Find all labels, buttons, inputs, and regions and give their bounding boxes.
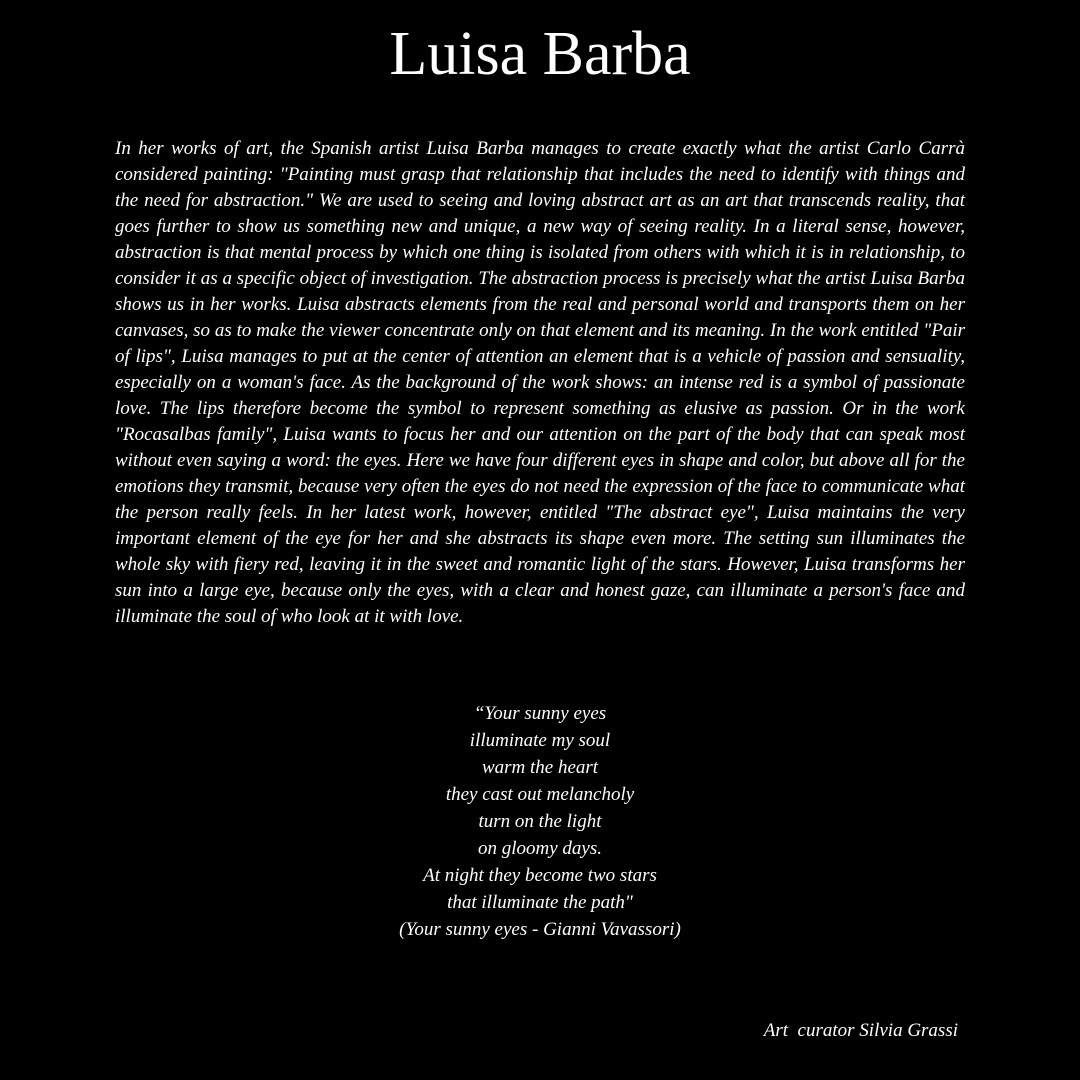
poem-line: illuminate my soul (469, 730, 611, 751)
curator-signature: Art curator Silvia Grassi (763, 1020, 958, 1041)
essay-paragraph: In her works of art, the Spanish artist Luisa Barba manages to create exactly what the artist Carlo Carrà considered painting: "Painting must grasp that relationship that includes the need to identify with things and the need for abstraction." We are used to seeing and loving abstract art as an art that transcends reality, that goes further to show us something new and unique, a new way of seeing reality. In a literal sense, however, abstraction is that mental process by which one thing is isolated from others with which it is in relationship, to consider it as a specific object of investigation. The abstraction process is precisely what the artist Luisa Barba shows us in her works. Luisa abstracts elements from the real and personal world and transports them on her canvases, so as to make the viewer concentrate only on that element and its meaning. In the work entitled "Pair of lips", Luisa manages to put at the center of attention an element that is a vehicle of passion and sensuality, especially on a woman's face. As the background of the work shows: an intense red is a symbol of passionate love. The lips therefore become the symbol to represent something as elusive as passion. Or in the work "Rocasalbas family", Luisa wants to focus her and our attention on the part of the body that can speak most without even saying a word: the eyes. Here we have four different eyes in shape and color, but above all for the emotions they transmit, because very often the eyes do not need the expression of the face to communicate what the person really feels. In her latest work, however, entitled "The abstract eye", Luisa maintains the very important element of the eye for her and she abstracts its shape even more. The setting sun illuminates the whole sky with fiery red, leaving it in the sweet and romantic light of the stars. However, Luisa transforms her sun into a large eye, because only the eyes, with a clear and honest gaze, can illuminate a person's face and illuminate the soul of who look at it with love. (115, 138, 965, 627)
poem-line: on gloomy days. (477, 838, 602, 859)
page-title: Luisa Barba (389, 20, 691, 88)
poem-attribution: (Your sunny eyes - Gianni Vavassori) (399, 919, 681, 940)
poem-line: turn on the light (478, 811, 602, 832)
poem-line: “Your sunny eyes (473, 703, 607, 724)
poem-quote (0, 700, 1080, 943)
poem-line: that illuminate the path" (447, 892, 633, 913)
poem-line: they cast out melancholy (445, 784, 635, 805)
poem-line: warm the heart (481, 757, 599, 778)
poem-line: At night they become two stars (423, 865, 657, 886)
